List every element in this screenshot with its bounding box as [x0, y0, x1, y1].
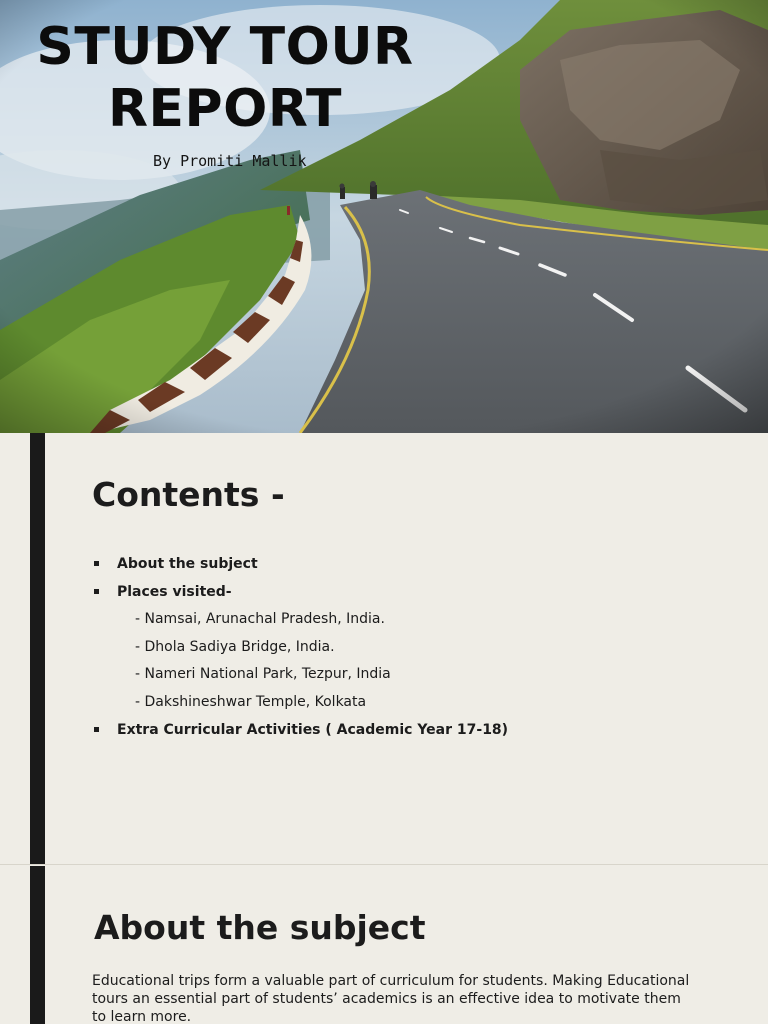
contents-slide — [0, 433, 768, 865]
cover-title — [0, 16, 450, 140]
list-sub-item: - Nameri National Park, Tezpur, India — [135, 666, 391, 683]
list-item: About the subject — [94, 554, 694, 582]
contents-list — [94, 554, 694, 747]
accent-bar — [30, 433, 45, 864]
list-item: Places visited- — [94, 582, 694, 610]
about-heading: About the subject — [94, 908, 426, 947]
cover-title-line-2: REPORT — [107, 79, 343, 139]
cover-slide — [0, 0, 768, 433]
list-sub-item: - Dhola Sadiya Bridge, India. — [135, 638, 335, 655]
cover-title-line-1: STUDY TOUR — [36, 17, 414, 77]
list-sub-item: - Namsai, Arunachal Pradesh, India. — [135, 611, 385, 628]
list-sub-item: - Dakshineshwar Temple, Kolkata — [135, 693, 367, 710]
about-paragraph: Educational trips form a valuable part of curriculum for students. Making Educational tours an essential part of students’ academics is an effective idea to motivate them to learn more. — [92, 973, 690, 1024]
list-item: Extra Curricular Activities ( Academic Year 17-18) — [94, 720, 694, 748]
about-slide — [0, 866, 768, 1024]
cover-author: By Promiti Mallik — [153, 152, 307, 170]
accent-bar — [30, 866, 45, 1024]
contents-heading: Contents - — [92, 475, 285, 514]
